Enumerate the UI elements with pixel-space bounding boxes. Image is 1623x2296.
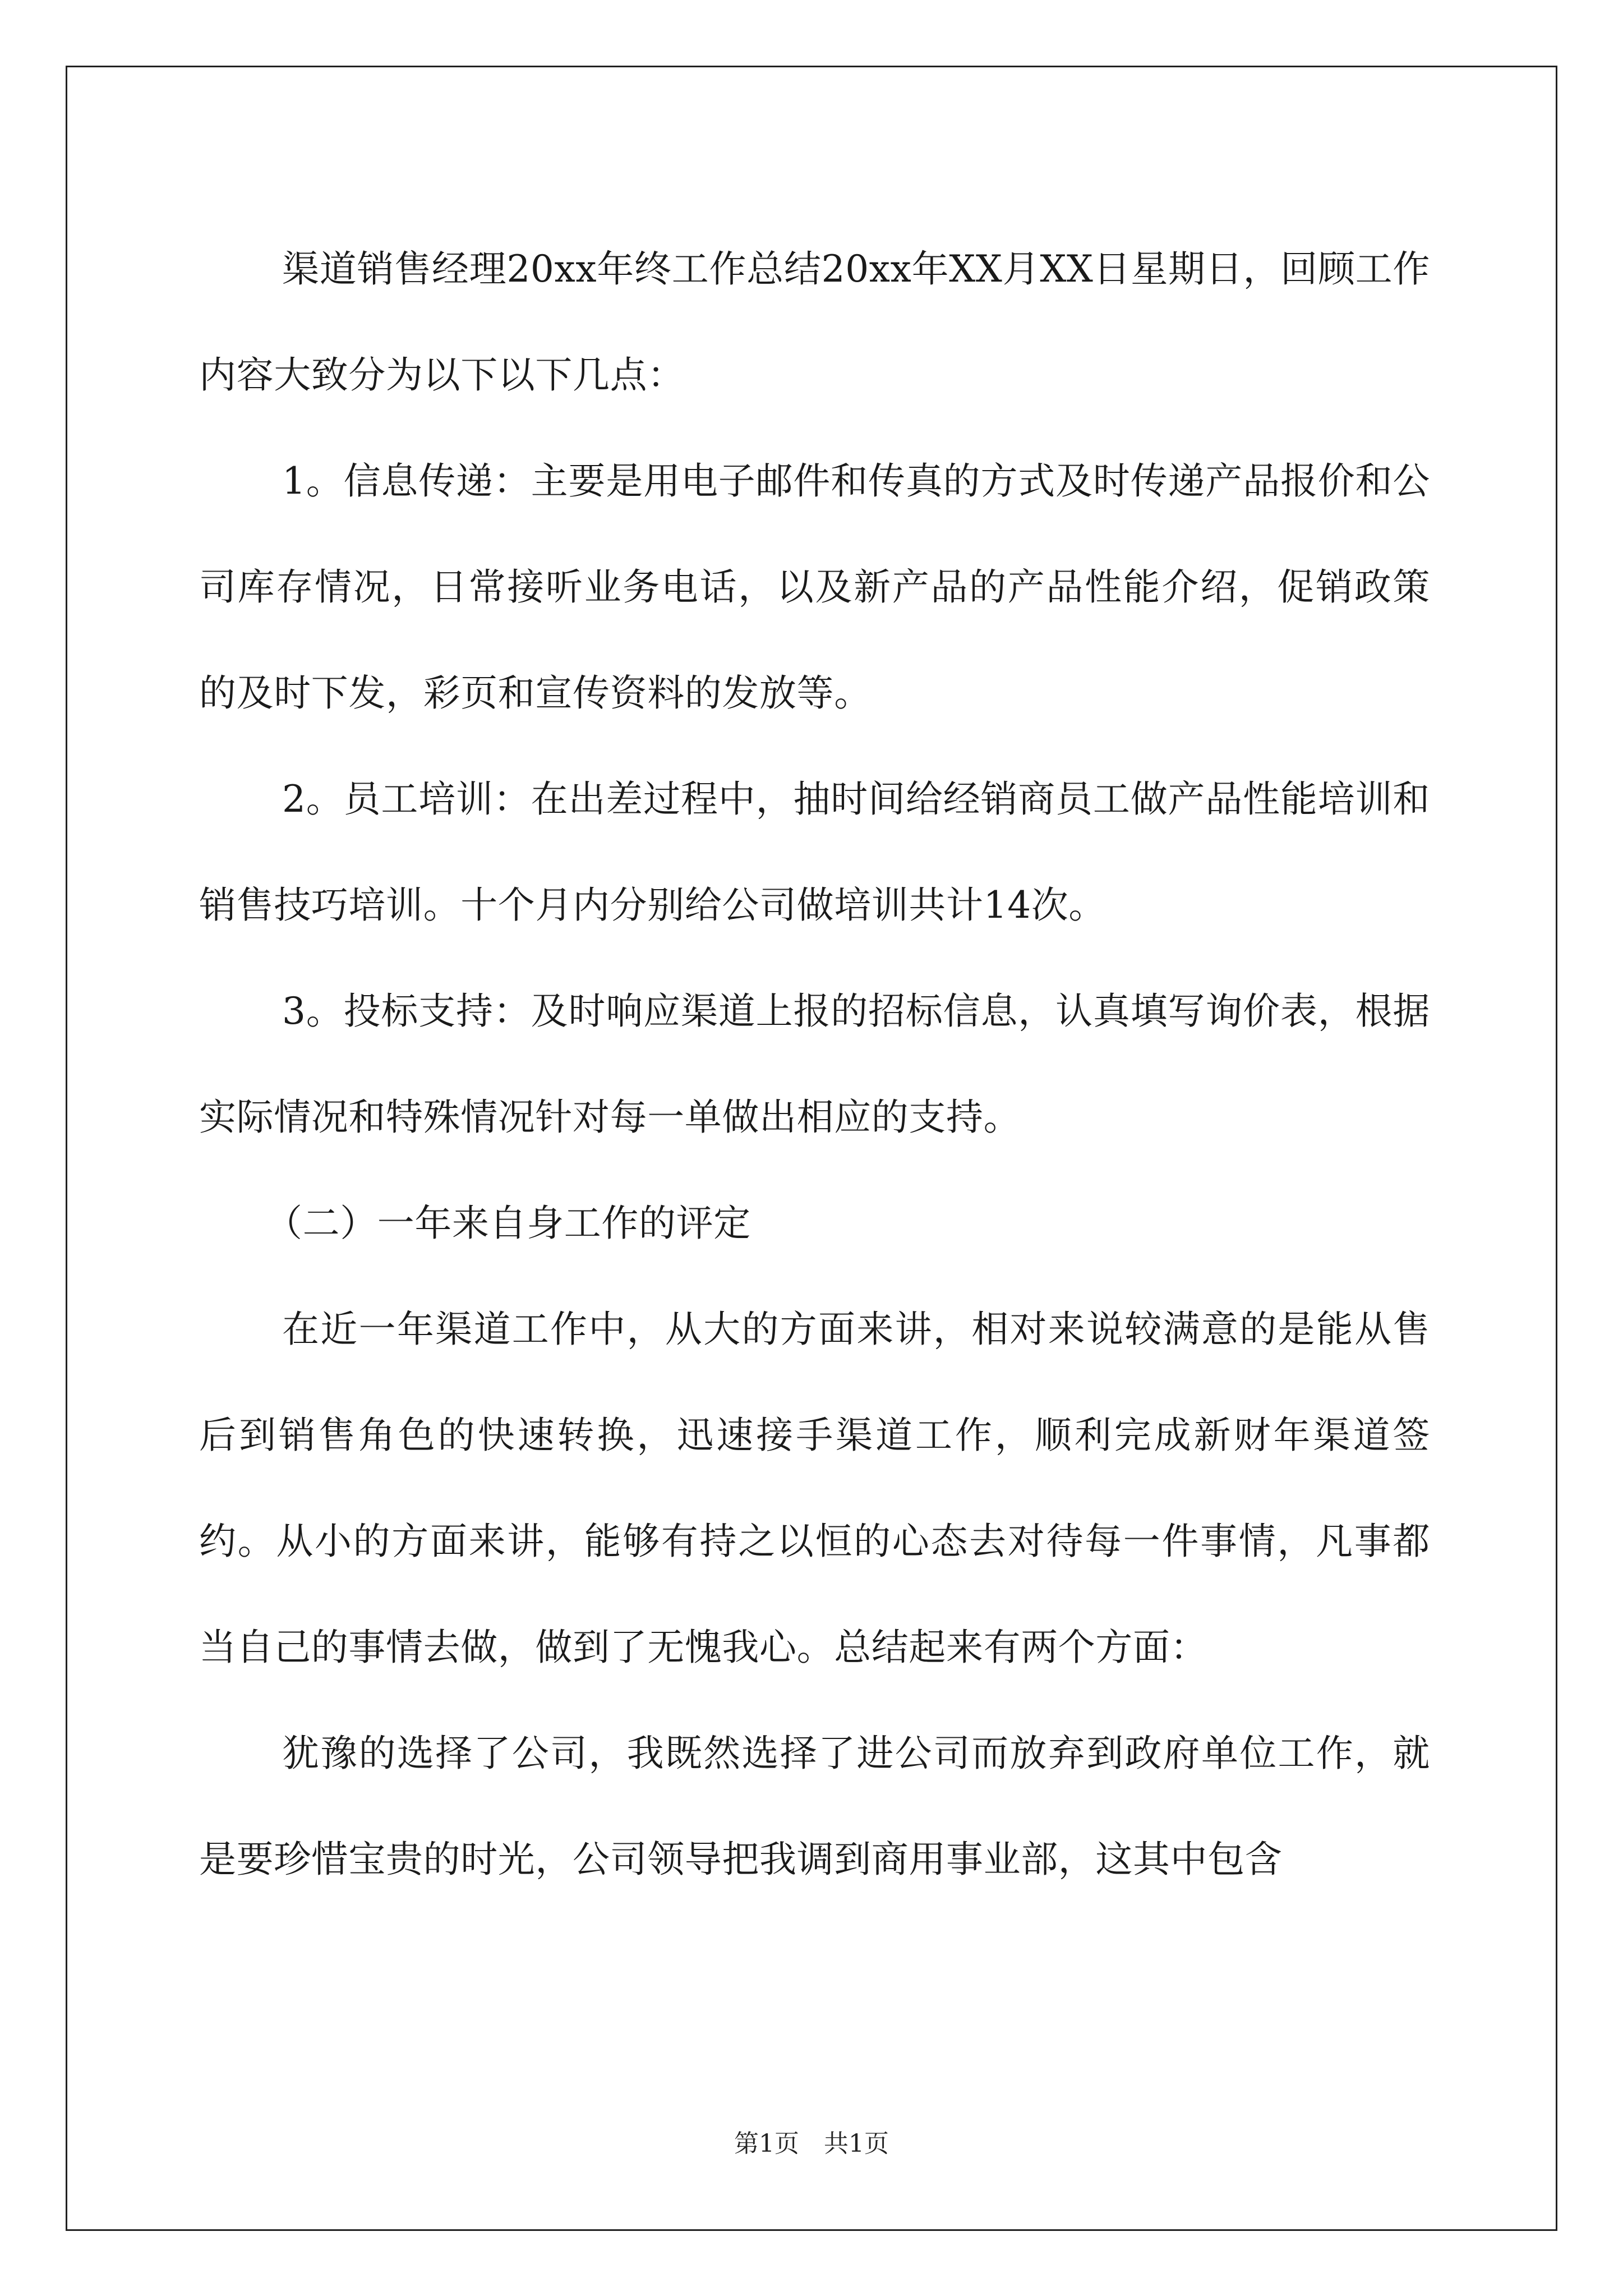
document-body: [199, 216, 1430, 1912]
section-heading: （二）一年来自身工作的评定: [265, 1202, 751, 1245]
page-footer: 第1页 共1页: [734, 2129, 889, 2158]
item-1-paragraph: 1。信息传递：主要是用电子邮件和传真的方式及时传递产品报价和公司库存情况，日常接听业务电话，以及新产品的产品性能介绍，促销政策的及时下发，彩页和宣传资料的发放等。: [199, 459, 1430, 715]
item-2-paragraph: 2。员工培训：在出差过程中，抽时间给经销商员工做产品性能培训和销售技巧培训。十个月内分别给公司做培训共计14次。: [199, 777, 1430, 927]
choice-paragraph: 犹豫的选择了公司，我既然选择了进公司而放弃到政府单位工作，就是要珍惜宝贵的时光，公司领导把我调到商用事业部，这其中包含: [199, 1732, 1430, 1881]
evaluation-paragraph: 在近一年渠道工作中，从大的方面来讲，相对来说较满意的是能从售后到销售角色的快速转换，迅速接手渠道工作，顺利完成新财年渠道签约。从小的方面来讲，能够有持之以恒的心态去对待每一件事情，凡事都当自己的事情去做，做到了无愧我心。总结起来有两个方面：: [199, 1308, 1430, 1669]
item-3-paragraph: 3。投标支持：及时响应渠道上报的招标信息，认真填写询价表，根据实际情况和特殊情况针对每一单做出相应的支持。: [199, 990, 1430, 1139]
intro-paragraph: 渠道销售经理20xx年终工作总结20xx年XX月XX日星期日，回顾工作内容大致分为以下以下几点：: [199, 247, 1430, 397]
